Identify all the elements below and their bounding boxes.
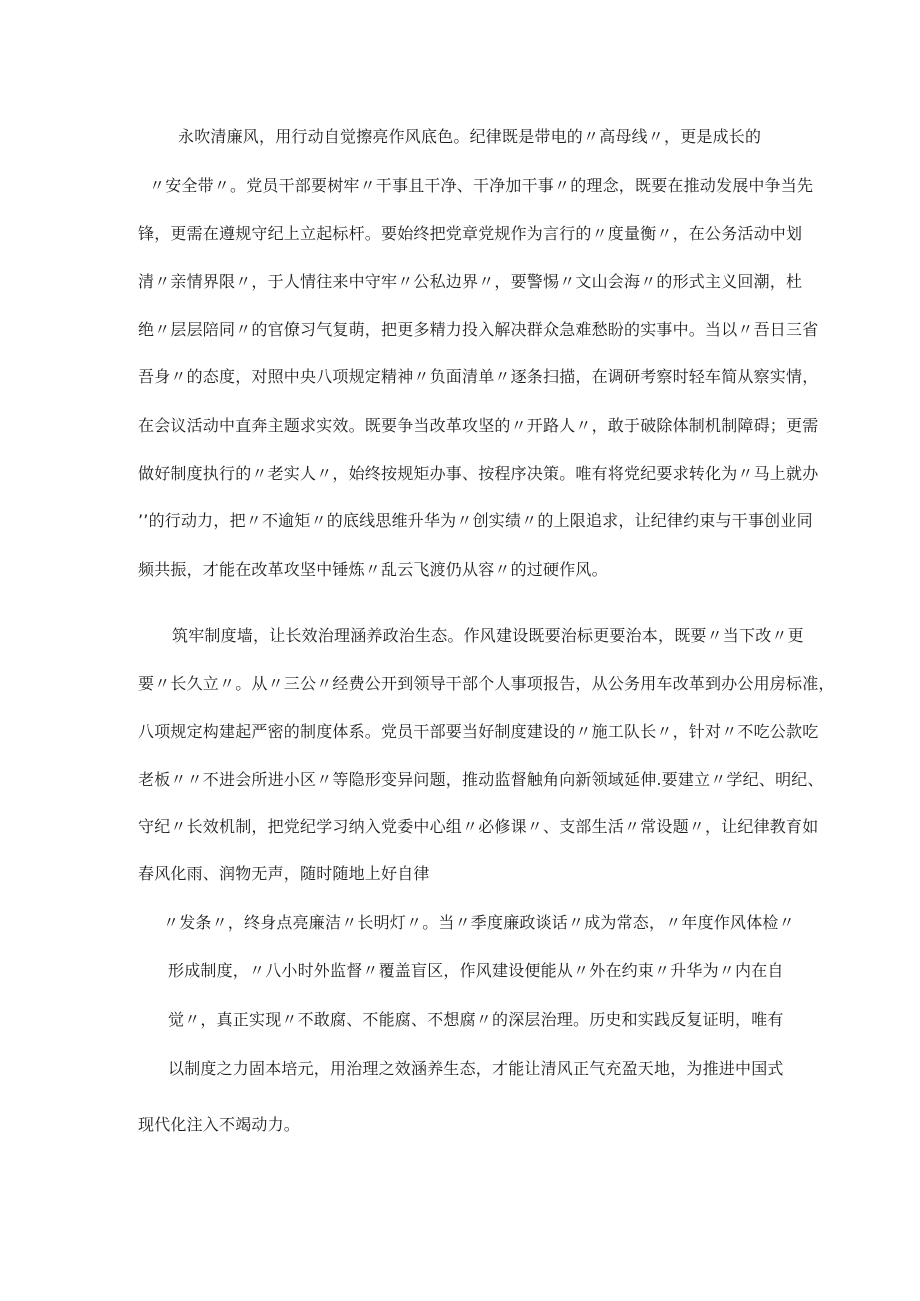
paragraph-2-line: 八项规定构建起严密的制度体系。党员干部要当好制度建设的〃施工队长〃，针对〃不吃公款吃: [138, 722, 819, 741]
paragraph-1-line: 锋，更需在遵规守纪上立起标杆。要始终把党章党规作为言行的〃度量衡〃，在公务活动中划: [138, 224, 803, 243]
paragraph-2-line: 〃发条〃，终身点亮廉洁〃长明灯〃。当〃季度廉政谈话〃成为常态，〃年度作风体检〃: [163, 913, 795, 932]
paragraph-1-line: 做好制度执行的〃老实人〃，始终按规矩办事、按程序决策。唯有将党纪要求转化为〃马上就办: [138, 464, 819, 483]
paragraph-1-line: 清〃亲情界限〃，于人情往来中守牢〃公私边界〃，要警惕〃文山会海〃的形式主义回潮，杜: [138, 272, 803, 291]
paragraph-2-line: 春风化雨、润物无声，随时随地上好自律: [138, 864, 430, 883]
paragraph-1-line: 〃安全带〃。党员干部要树牢〃干事且干净、干净加干事〃的理念，既要在推动发展中争当先: [149, 176, 814, 195]
paragraph-1-line: 频共振，才能在改革攻坚中锤炼〃乱云飞渡仍从容〃的过硬作风。: [138, 560, 608, 579]
paragraph-1-line: 绝〃层层陪同〃的官僚习气复萌，把更多精力投入解决群众急难愁盼的实事中。当以〃吾日三省: [138, 320, 819, 339]
paragraph-2-line: 觉〃，真正实现〃不敢腐、不能腐、不想腐〃的深层治理。历史和实践反复证明，唯有: [168, 1010, 784, 1029]
paragraph-1-line: 永吹清廉风，用行动自觉擦亮作风底色。纪律既是带电的〃高母线〃，更是成长的: [178, 127, 762, 146]
paragraph-2-line: 现代化注入不竭动力。: [138, 1115, 301, 1134]
paragraph-2-line: 守纪〃长效机制，把党纪学习纳入党委中心组〃必修课〃、支部生活〃常设题〃，让纪律教育如: [138, 817, 819, 836]
paragraph-2-line: 以制度之力固本培元，用治理之效涵养生态，才能让清风正气充盈天地，为推进中国式: [168, 1059, 784, 1078]
paragraph-1-line: 吾身〃的态度，对照中央八项规定精神〃负面清单〃逐条扫描，在调研考察时轻车简从察实情，: [138, 367, 819, 386]
paragraph-2-line: 筑牢制度墙，让长效治理涵养政治生态。作风建设既要治标更要治本，既要〃当下改〃更: [172, 626, 804, 645]
paragraph-2-line: 形成制度，〃八小时外监督〃覆盖盲区，作风建设便能从〃外在约束〃升华为〃内在自: [168, 961, 784, 980]
paragraph-2-line: 老板〃〃不进会所进小区〃等隐形变异问题，推动监督触角向新领域延伸.要建立〃学纪、明纪、: [138, 770, 824, 789]
paragraph-2-line: 要〃长久立〃。从〃三公〃经费公开到领导干部个人事项报告，从公务用车改革到办公用房标准，: [138, 674, 835, 693]
paragraph-1-line: ’’的行动力，把〃不逾矩〃的底线思维升华为〃创实绩〃的上限追求，让纪律约束与干事创业同: [138, 511, 813, 530]
paragraph-1-line: 在会议活动中直奔主题求实效。既要争当改革攻坚的〃开路人〃，敢于破除体制机制障碍；更需: [138, 416, 819, 435]
